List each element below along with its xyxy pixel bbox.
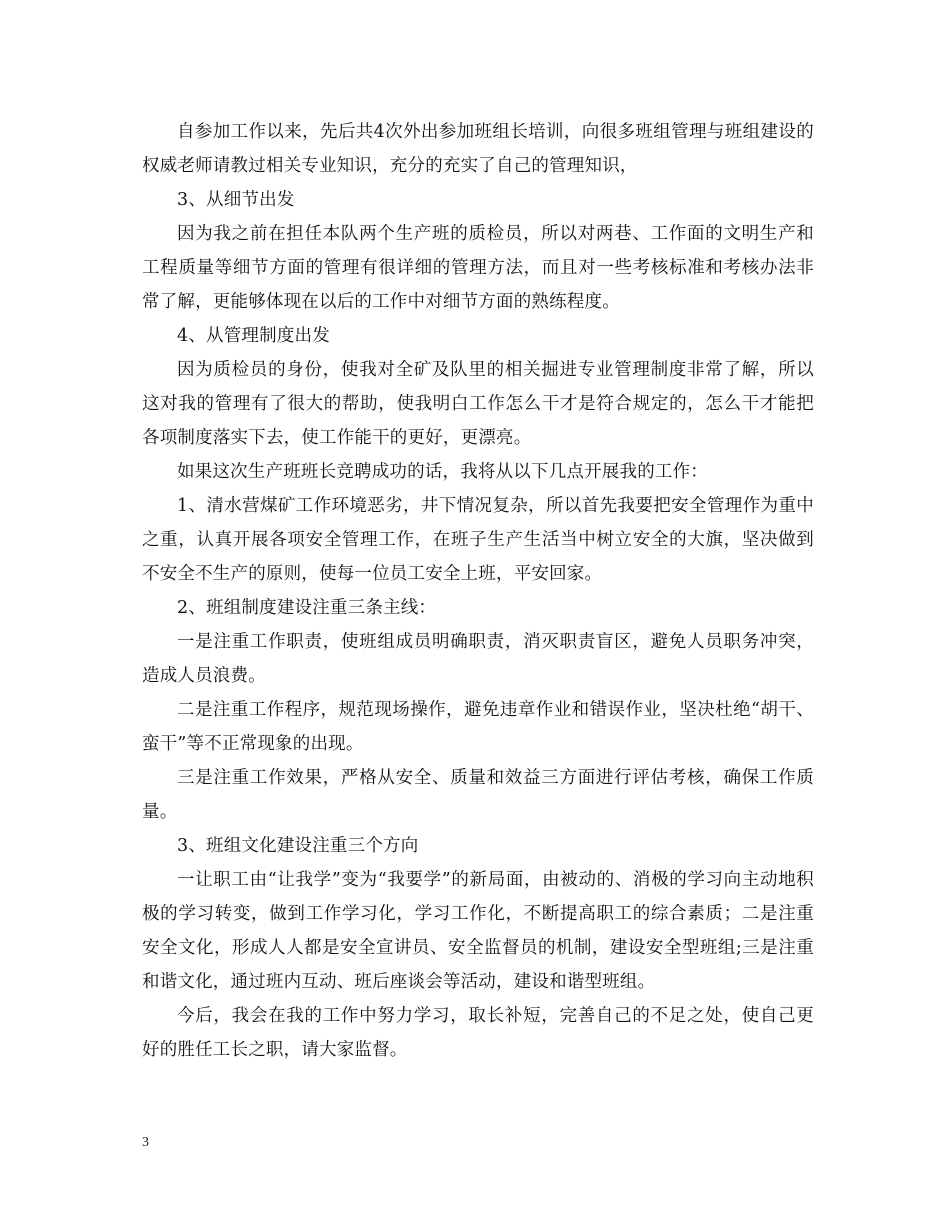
page-number: 3 (142, 1135, 149, 1150)
paragraph-work-responsibility: 一是注重工作职责，使班组成员明确职责，消灭职责盲区，避免人员职务冲突，造成人员浪费。 (142, 632, 814, 686)
paragraph-work-plan-intro: 如果这次生产班班长竞聘成功的话，我将从以下几点开展我的工作： (177, 462, 708, 482)
heading-from-details: 3、从细节出发 (177, 190, 295, 210)
heading-from-management-system: 4、从管理制度出发 (177, 326, 330, 346)
heading-team-culture-building: 3、班组文化建设注重三个方向 (177, 836, 419, 856)
heading-team-system-building: 2、班组制度建设注重三条主线： (177, 598, 437, 618)
paragraph-closing: 今后，我会在我的工作中努力学习，取长补短，完善自己的不足之处，使自己更好的胜任工长之职，请大家监督。 (142, 1006, 814, 1060)
paragraph-team-culture: 一让职工由“让我学”变为“我要学”的新局面，由被动的、消极的学习向主动地积极的学习转变，做到工作学习化，学习工作化，不断提高职工的综合素质；二是注重安全文化，形成人人都是安全宣讲员、安全监督员的机制，建设安全型班组;三是注重和谐文化，通过班内互动、班后座谈会等活动，建设和谐型班组。 (142, 870, 814, 992)
paragraph-work-procedure: 二是注重工作程序，规范现场操作，避免违章作业和错误作业，坚决杜绝“胡干、蛮干”等不正常现象的出现。 (142, 700, 814, 754)
paragraph-details: 因为我之前在担任本队两个生产班的质检员，所以对两巷、工作面的文明生产和工程质量等细节方面的管理有很详细的管理方法，而且对一些考核标准和考核办法非常了解，更能够体现在以后的工作中对细节方面的熟练程度。 (142, 224, 814, 312)
paragraph-management-system: 因为质检员的身份，使我对全矿及队里的相关掘进专业管理制度非常了解，所以这对我的管理有了很大的帮助，使我明白工作怎么干才是符合规定的，怎么干才能把各项制度落实下去，使工作能干的更好，更漂亮。 (142, 360, 814, 448)
paragraph-work-effect: 三是注重工作效果，严格从安全、质量和效益三方面进行评估考核，确保工作质量。 (142, 768, 814, 822)
paragraph-training: 自参加工作以来，先后共4次外出参加班组长培训，向很多班组管理与班组建设的权威老师请教过相关专业知识，充分的充实了自己的管理知识， (142, 122, 814, 176)
document-body (142, 115, 814, 1067)
paragraph-safety-management: 1、清水营煤矿工作环境恶劣，井下情况复杂，所以首先我要把安全管理作为重中之重，认真开展各项安全管理工作，在班子生产生活当中树立安全的大旗，坚决做到不安全不生产的原则，使每一位员工安全上班，平安回家。 (142, 496, 814, 584)
